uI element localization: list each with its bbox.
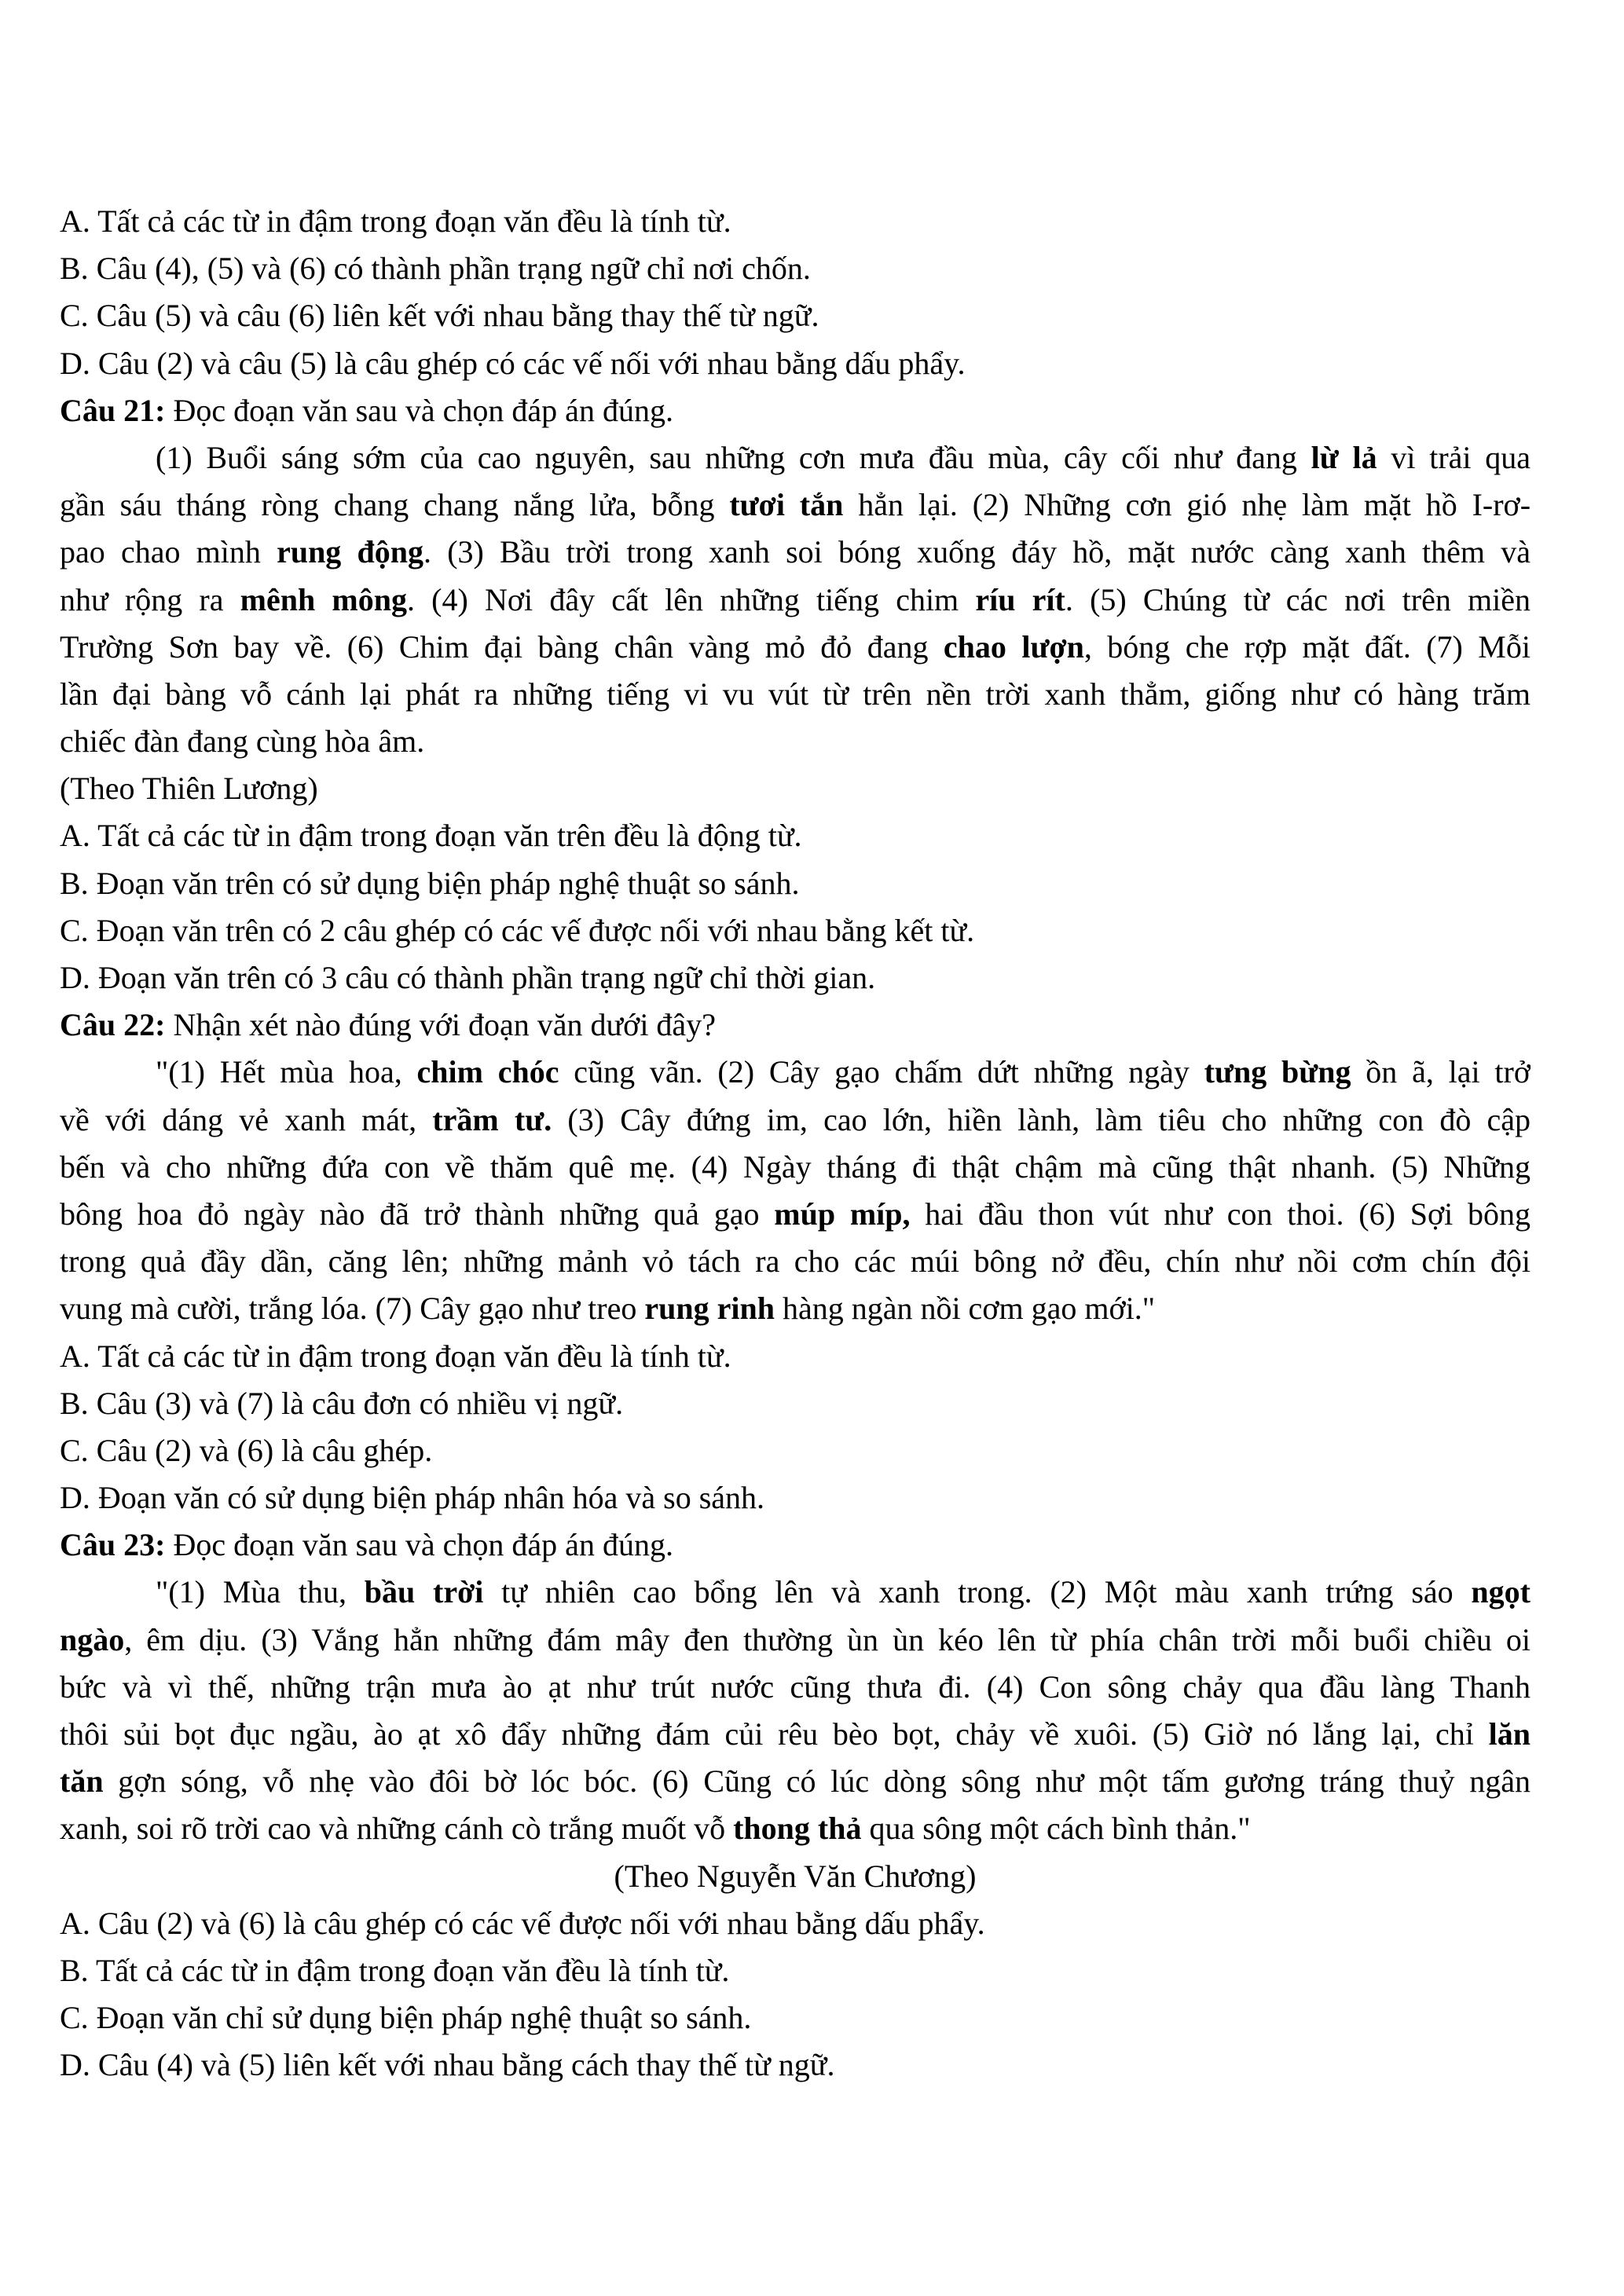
text-line [60,292,1531,339]
text-segment: A. Câu (2) và (6) là câu ghép có các vế được nối với nhau bằng dấu phẩy. [60,1905,985,1941]
text-line [60,434,1531,482]
text-segment: D. Câu (2) và câu (5) là câu ghép có các vế nối với nhau bằng dấu phẩy. [60,345,966,381]
text-line [60,1191,1531,1238]
document-page [60,198,1531,2089]
text-segment: thôi sủi bọt đục ngầu, ào ạt xô đẩy những đám củi rêu bèo bọt, chảy về xuôi. (5) Giờ nó lắng lại, chỉ [60,1716,1489,1752]
text-segment: Trường Sơn bay về. (6) Chim đại bàng chân vàng mỏ đỏ đang [60,628,944,665]
text-segment: như rộng ra [60,581,240,617]
bold-text: ngào [60,1621,125,1657]
text-segment: (Theo Thiên Lương) [60,771,318,807]
text-segment: tự nhiên cao bổng lên và xanh trong. (2) Một màu xanh trứng sáo [483,1574,1472,1610]
text-segment: D. Đoạn văn có sử dụng biện pháp nhân hóa và so sánh. [60,1480,765,1516]
text-segment: Đọc đoạn văn sau và chọn đáp án đúng. [165,392,673,428]
text-segment: C. Đoạn văn trên có 2 câu ghép có các vế được nối với nhau bằng kết từ. [60,912,975,948]
text-segment: về với dáng vẻ xanh mát, [60,1101,433,1137]
text-line [60,577,1531,624]
text-line [60,860,1531,907]
text-line [60,718,1531,765]
text-line [60,1097,1531,1144]
text-segment: chiếc đàn đang cùng hòa âm. [60,723,425,760]
text-segment: trong quả đầy dần, căng lên; những mảnh vỏ tách ra cho các múi bông nở đều, chín như nồi cơm chín đội [60,1243,1531,1280]
text-segment: (1) Buổi sáng sớm của cao nguyên, sau những cơn mưa đầu mùa, cây cối như đang [156,439,1311,475]
bold-text: múp míp, [774,1196,911,1232]
text-line [60,1522,1531,1569]
bold-text: rung rinh [644,1291,775,1327]
text-line [60,245,1531,292]
text-line [60,1002,1531,1049]
text-segment: qua sông một cách bình thản." [861,1811,1251,1847]
text-segment: B. Tất cả các từ in đậm trong đoạn văn đều là tính từ. [60,1952,730,1988]
text-segment: . (5) Chúng từ các nơi trên miền [1065,581,1531,617]
text-segment: cũng vãn. (2) Cây gạo chấm dứt những ngày [559,1054,1204,1090]
text-segment: Đọc đoạn văn sau và chọn đáp án đúng. [165,1527,673,1563]
text-segment: (3) Cây đứng im, cao lớn, hiền lành, làm tiêu cho những con đò cập [552,1101,1531,1137]
text-segment: C. Câu (2) và (6) là câu ghép. [60,1432,433,1468]
text-line [60,198,1531,245]
text-line [60,624,1531,671]
text-line [60,1617,1531,1664]
text-line [60,1853,1531,1900]
text-segment: pao chao mình [60,534,277,570]
text-line [60,954,1531,1002]
text-segment: lần đại bàng vỗ cánh lại phát ra những tiếng vi vu vút từ trên nền trời xanh thẳm, giống như có hàng trăm [60,676,1531,712]
text-line [60,1427,1531,1474]
text-line [60,340,1531,387]
text-segment: , bóng che rợp mặt đất. (7) Mỗi [1083,628,1531,665]
text-line [60,529,1531,576]
text-line [60,671,1531,718]
text-line [60,1285,1531,1332]
text-line [60,2041,1531,2089]
text-segment: gợn sóng, vỗ nhẹ vào đôi bờ lóc bóc. (6) Cũng có lúc dòng sông như một tấm gương tráng thuỷ ngân [103,1763,1531,1800]
text-line [60,1900,1531,1947]
bold-text: trầm tư. [432,1101,552,1137]
bold-text: Câu 21: [60,392,166,428]
text-line [60,1049,1531,1096]
bold-text: chim chóc [416,1054,559,1090]
text-segment: . (4) Nơi đây cất lên những tiếng chim [406,581,976,617]
text-line [60,1144,1531,1191]
text-segment: bông hoa đỏ ngày nào đã trở thành những quả gạo [60,1196,775,1232]
text-segment: hẳn lại. (2) Những cơn gió nhẹ làm mặt hồ I-rơ- [843,487,1531,523]
bold-text: Câu 22: [60,1007,166,1043]
text-segment: hàng ngàn nồi cơm gạo mới." [774,1291,1156,1327]
text-segment: hai đầu thon vút như con thoi. (6) Sợi bông [910,1196,1531,1232]
text-line [60,387,1531,434]
bold-text: Câu 23: [60,1527,166,1563]
text-segment: B. Câu (3) và (7) là câu đơn có nhiều vị ngữ. [60,1385,624,1421]
text-segment: vung mà cười, trắng lóa. (7) Cây gạo như treo [60,1291,645,1327]
text-segment: xanh, soi rõ trời cao và những cánh cò trắng muốt vỗ [60,1811,734,1847]
bold-text: thong thả [733,1811,862,1847]
bold-text: ngọt [1471,1574,1531,1610]
bold-text: lăn [1488,1716,1531,1752]
text-line [60,1947,1531,1994]
text-line [60,482,1531,529]
text-segment: A. Tất cả các từ in đậm trong đoạn văn đều là tính từ. [60,1338,731,1374]
text-line [60,1711,1531,1758]
text-segment: gần sáu tháng ròng chang chang nắng lửa, bỗng [60,487,730,523]
text-line [60,812,1531,859]
text-line [60,1569,1531,1616]
bold-text: mênh mông [240,581,407,617]
text-segment: C. Đoạn văn chỉ sử dụng biện pháp nghệ thuật so sánh. [60,2000,752,2036]
bold-text: tăn [60,1763,104,1800]
text-segment: ồn ã, lại trở [1351,1054,1531,1090]
text-segment: vì trải qua [1377,439,1531,475]
text-segment: (Theo Nguyễn Văn Chương) [614,1858,977,1894]
bold-text: bầu trời [364,1574,484,1610]
text-line [60,1380,1531,1427]
text-line [60,1474,1531,1522]
bold-text: tươi tắn [729,487,844,523]
bold-text: lừ lả [1311,439,1377,475]
text-line [60,1333,1531,1380]
text-segment: B. Câu (4), (5) và (6) có thành phần trạng ngữ chỉ nơi chốn. [60,251,811,287]
text-line [60,1994,1531,2041]
text-segment: C. Câu (5) và câu (6) liên kết với nhau bằng thay thế từ ngữ. [60,298,819,334]
text-line [60,907,1531,954]
bold-text: chao lượn [943,628,1084,665]
bold-text: rung động [277,534,423,570]
text-segment: D. Câu (4) và (5) liên kết với nhau bằng cách thay thế từ ngữ. [60,2047,835,2083]
text-segment: Nhận xét nào đúng với đoạn văn dưới đây? [165,1007,716,1043]
bold-text: tưng bừng [1204,1054,1351,1090]
text-segment: bến và cho những đứa con về thăm quê mẹ. (4) Ngày tháng đi thật chậm mà cũng thật nhanh. (5) Những [60,1148,1531,1185]
text-segment: bức và vì thế, những trận mưa ào ạt như trút nước cũng thưa đi. (4) Con sông chảy qua đầu làng Thanh [60,1668,1531,1705]
text-segment: . (3) Bầu trời trong xanh soi bóng xuống đáy hồ, mặt nước càng xanh thêm và [423,534,1531,570]
text-segment: A. Tất cả các từ in đậm trong đoạn văn đều là tính từ. [60,203,731,239]
text-segment: "(1) Hết mùa hoa, [156,1054,417,1090]
text-segment: , êm dịu. (3) Vắng hẳn những đám mây đen thường ùn ùn kéo lên từ phía chân trời mỗi buổi chiều oi [124,1621,1531,1657]
bold-text: ríu rít [975,581,1065,617]
text-segment: B. Đoạn văn trên có sử dụng biện pháp nghệ thuật so sánh. [60,865,800,901]
text-segment: "(1) Mùa thu, [156,1574,365,1610]
text-line [60,1758,1531,1805]
text-segment: D. Đoạn văn trên có 3 câu có thành phần trạng ngữ chỉ thời gian. [60,960,876,995]
text-line [60,1238,1531,1285]
text-line [60,1664,1531,1711]
text-segment: A. Tất cả các từ in đậm trong đoạn văn trên đều là động từ. [60,818,802,854]
text-line [60,1805,1531,1852]
text-line [60,765,1531,812]
